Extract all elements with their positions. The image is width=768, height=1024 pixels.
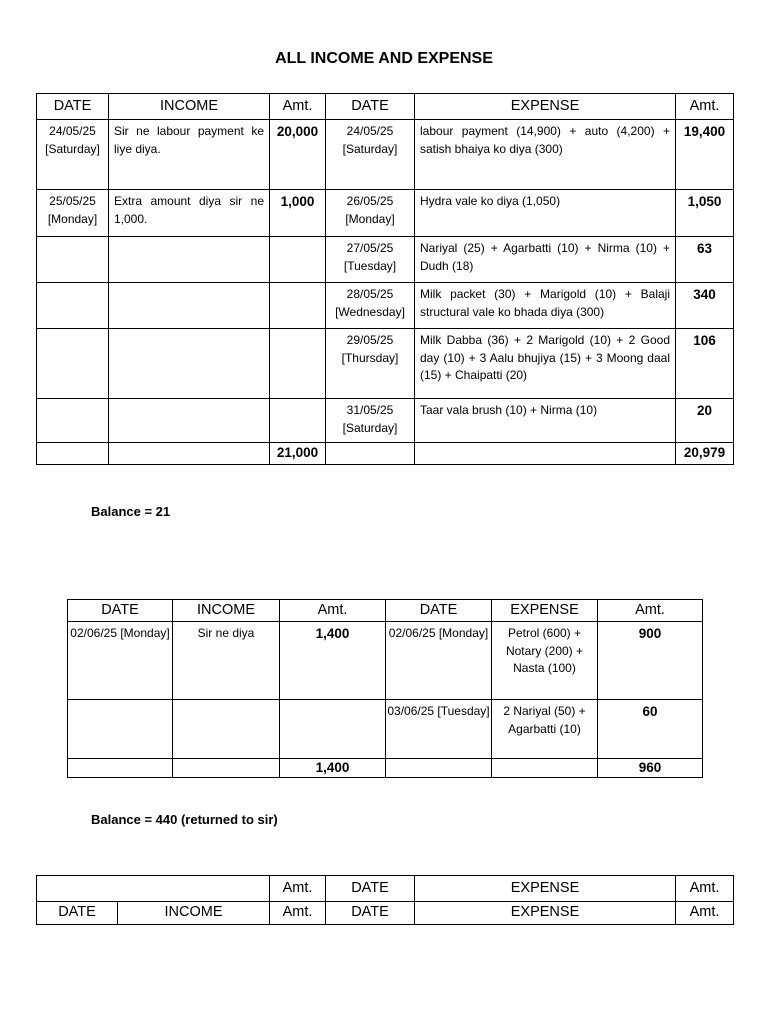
totals-row: [68, 759, 703, 778]
expense-description: Taar vala brush (10) + Nirma (10): [415, 399, 676, 443]
table-header-row: [37, 876, 734, 902]
header-date: DATE: [326, 876, 415, 902]
income-amount: [270, 399, 326, 443]
income-date: [68, 700, 173, 759]
income-date: [37, 399, 109, 443]
header-date: DATE: [326, 902, 415, 925]
table-row: [37, 329, 734, 399]
table-row: [68, 700, 703, 759]
expense-description: Milk Dabba (36) + 2 Marigold (10) + 2 Good day (10) + 3 Aalu bhujiya (15) + 3 Moong daal (15) + Chaipatti (20): [415, 329, 676, 399]
header-amt: Amt.: [280, 600, 386, 622]
header-date: DATE: [386, 600, 492, 622]
table-row: [37, 237, 734, 283]
income-date: 24/05/25 [Saturday]: [37, 120, 109, 190]
expense-description: Petrol (600) + Notary (200) + Nasta (100): [492, 622, 598, 700]
income-date: 25/05/25 [Monday]: [37, 190, 109, 237]
income-description: Extra amount diya sir ne 1,000.: [109, 190, 270, 237]
income-description: [109, 237, 270, 283]
balance-2: Balance = 440 (returned to sir): [91, 812, 278, 827]
expense-amount: 60: [598, 700, 703, 759]
expense-date: 27/05/25 [Tuesday]: [326, 237, 415, 283]
header-expense: EXPENSE: [415, 902, 676, 925]
table-row: [37, 190, 734, 237]
income-amount: [270, 283, 326, 329]
income-date: [37, 283, 109, 329]
total-expense: 960: [598, 759, 703, 778]
expense-date: 24/05/25 [Saturday]: [326, 120, 415, 190]
expense-description: Milk packet (30) + Marigold (10) + Balaji structural vale ko bhada diya (300): [415, 283, 676, 329]
income-description: [109, 283, 270, 329]
income-amount: 1,400: [280, 622, 386, 700]
income-expense-table-1: [36, 93, 734, 465]
table-header-row: [37, 94, 734, 120]
income-description: [109, 399, 270, 443]
income-amount: 20,000: [270, 120, 326, 190]
income-expense-table-3: [36, 875, 734, 925]
expense-amount: 340: [676, 283, 734, 329]
expense-amount: 900: [598, 622, 703, 700]
table-row: [37, 283, 734, 329]
income-amount: [280, 700, 386, 759]
balance-1: Balance = 21: [91, 504, 171, 519]
income-description: [173, 700, 280, 759]
income-amount: [270, 237, 326, 283]
table-row: [37, 120, 734, 190]
header-expense: EXPENSE: [415, 876, 676, 902]
expense-date: 26/05/25 [Monday]: [326, 190, 415, 237]
expense-amount: 1,050: [676, 190, 734, 237]
header-date: DATE: [37, 902, 118, 925]
income-description: Sir ne diya: [173, 622, 280, 700]
table-row: [68, 622, 703, 700]
income-description: [109, 329, 270, 399]
header-expense: EXPENSE: [415, 94, 676, 120]
header-expense: EXPENSE: [492, 600, 598, 622]
income-amount: [270, 329, 326, 399]
income-amount: 1,000: [270, 190, 326, 237]
income-date: 02/06/25 [Monday]: [68, 622, 173, 700]
table-header-row: [68, 600, 703, 622]
header-date: DATE: [68, 600, 173, 622]
header-date: DATE: [326, 94, 415, 120]
expense-date: 29/05/25 [Thursday]: [326, 329, 415, 399]
expense-description: Hydra vale ko diya (1,050): [415, 190, 676, 237]
expense-amount: 106: [676, 329, 734, 399]
header-amt: Amt.: [598, 600, 703, 622]
income-description: Sir ne labour payment ke liye diya.: [109, 120, 270, 190]
header-date: DATE: [37, 94, 109, 120]
expense-description: Nariyal (25) + Agarbatti (10) + Nirma (10) + Dudh (18): [415, 237, 676, 283]
header-income: INCOME: [118, 902, 270, 925]
expense-date: 02/06/25 [Monday]: [386, 622, 492, 700]
expense-date: 28/05/25 [Wednesday]: [326, 283, 415, 329]
header-amt: Amt.: [270, 902, 326, 925]
total-expense: 20,979: [676, 443, 734, 465]
expense-amount: 19,400: [676, 120, 734, 190]
expense-description: 2 Nariyal (50) + Agarbatti (10): [492, 700, 598, 759]
header-income: INCOME: [173, 600, 280, 622]
expense-description: labour payment (14,900) + auto (4,200) + satish bhaiya ko diya (300): [415, 120, 676, 190]
totals-row: [37, 443, 734, 465]
page-title: ALL INCOME AND EXPENSE: [275, 50, 493, 67]
income-date: [37, 237, 109, 283]
expense-date: 03/06/25 [Tuesday]: [386, 700, 492, 759]
header-amt: Amt.: [270, 876, 326, 902]
header-amt: Amt.: [270, 94, 326, 120]
table-header-row: [37, 902, 734, 925]
income-expense-table-2: [67, 599, 703, 778]
header-income: INCOME: [109, 94, 270, 120]
table-row: [37, 399, 734, 443]
income-date: [37, 329, 109, 399]
header-amt: Amt.: [676, 94, 734, 120]
header-amt: Amt.: [676, 902, 734, 925]
expense-amount: 20: [676, 399, 734, 443]
expense-date: 31/05/25 [Saturday]: [326, 399, 415, 443]
expense-amount: 63: [676, 237, 734, 283]
header-amt: Amt.: [676, 876, 734, 902]
total-income: 21,000: [270, 443, 326, 465]
total-income: 1,400: [280, 759, 386, 778]
